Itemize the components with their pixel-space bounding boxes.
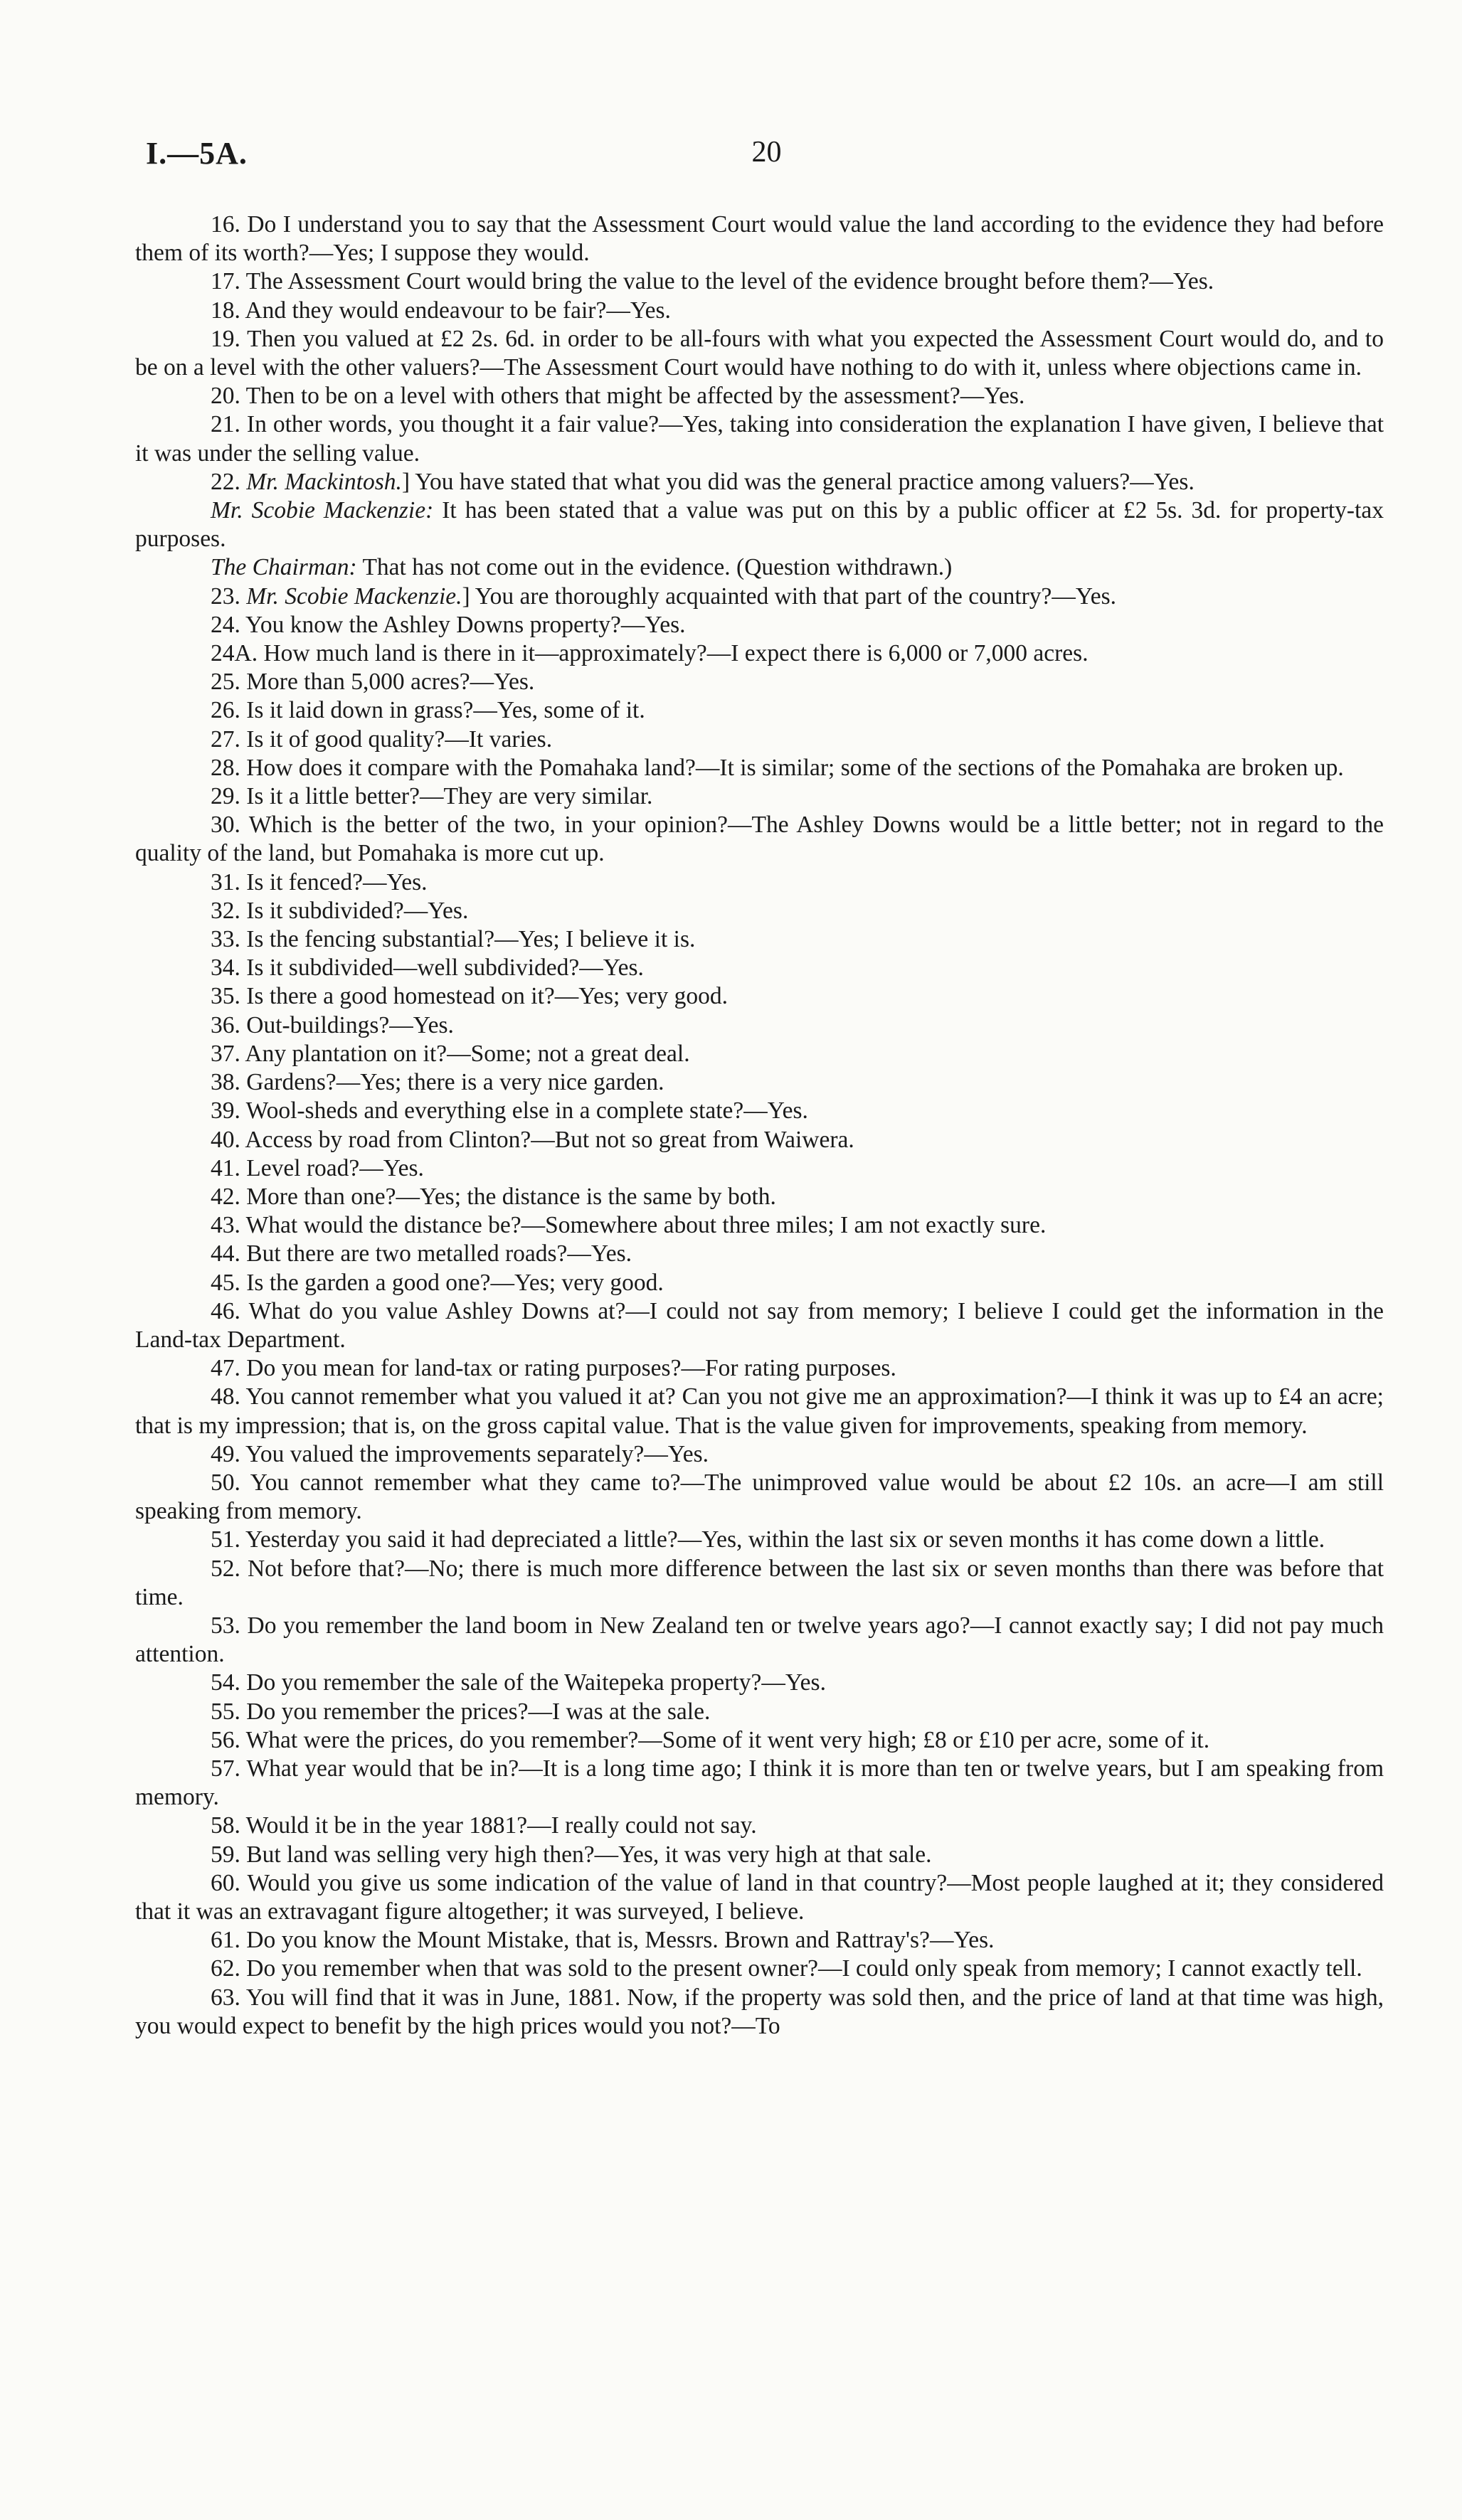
testimony-paragraph xyxy=(135,725,1384,754)
testimony-paragraph xyxy=(135,382,1384,410)
testimony-paragraph xyxy=(135,982,1384,1011)
paragraph-text: 51. Yesterday you said it had depreciated a little?—Yes, within the last six or seven months it has come down a little. xyxy=(211,1526,1325,1553)
testimony-paragraph xyxy=(135,897,1384,925)
document-reference: I.—5A. xyxy=(146,136,248,171)
paragraph-text: 34. Is it subdivided—well subdivided?—Yes. xyxy=(211,955,644,982)
testimony-paragraph xyxy=(135,1726,1384,1755)
paragraph-text: 32. Is it subdivided?—Yes. xyxy=(211,897,469,924)
paragraph-text: 18. And they would endeavour to be fair?—Yes. xyxy=(211,297,671,324)
paragraph-text: 54. Do you remember the sale of the Waitepeka property?—Yes. xyxy=(211,1669,826,1696)
testimony-paragraph xyxy=(135,1984,1384,2041)
paragraph-text: It has been stated that a value was put on this by a public officer at £2 5s. 3d. for property-tax purposes. xyxy=(135,497,1384,553)
paragraph-text: 20. Then to be on a level with others that might be affected by the assessment?—Yes. xyxy=(211,383,1025,410)
paragraph-text: 37. Any plantation on it?—Some; not a great deal. xyxy=(211,1040,690,1067)
page-header xyxy=(146,135,1387,178)
testimony-paragraph xyxy=(135,1812,1384,1840)
testimony-paragraph xyxy=(135,1240,1384,1268)
paragraph-text: 21. In other words, you thought it a fair value?—Yes, taking into consideration the explanation I have given, I believe that it was under the selling value. xyxy=(135,411,1384,467)
testimony-paragraph xyxy=(135,1698,1384,1726)
testimony-paragraph xyxy=(135,583,1384,611)
paragraph-text: 62. Do you remember when that was sold to the present owner?—I could only speak from memory; I cannot exactly tell. xyxy=(211,1955,1362,1982)
paragraph-text: 63. You will find that it was in June, 1881. Now, if the property was sold then, and the price of land at that time was high, you would expect to benefit by the high prices would you not?—To xyxy=(135,1984,1384,2039)
paragraph-text: 59. But land was selling very high then?—Yes, it was very high at that sale. xyxy=(211,1841,932,1868)
paragraph-text: 25. More than 5,000 acres?—Yes. xyxy=(211,669,535,696)
testimony-paragraph xyxy=(135,754,1384,782)
paragraph-text: 48. You cannot remember what you valued it at? Can you not give me an approximation?—I think it was up to £4 an acre; that is my impression; that is, on the gross capital value. That is the value given for improvements, speaking from memory. xyxy=(135,1383,1384,1439)
testimony-paragraph xyxy=(135,1526,1384,1554)
paragraph-text: 31. Is it fenced?—Yes. xyxy=(211,868,428,895)
paragraph-text: 44. But there are two metalled roads?—Yes. xyxy=(211,1240,632,1267)
testimony-paragraph xyxy=(135,325,1384,382)
testimony-paragraph xyxy=(135,1183,1384,1211)
testimony-paragraph xyxy=(135,211,1384,267)
testimony-paragraph xyxy=(135,868,1384,897)
paragraph-text: 16. Do I understand you to say that the Assessment Court would value the land according to the evidence they had before them of its worth?—Yes; I suppose they would. xyxy=(135,211,1384,267)
speaker-name: Mr. Mackintosh. xyxy=(246,468,402,495)
testimony-paragraph xyxy=(135,1669,1384,1697)
testimony-paragraph xyxy=(135,1612,1384,1669)
paragraph-text: 56. What were the prices, do you remember?—Some of it went very high; £8 or £10 per acre, some of it. xyxy=(211,1726,1210,1753)
speaker-name: Mr. Scobie Mackenzie. xyxy=(246,583,462,610)
paragraph-text: 19. Then you valued at £2 2s. 6d. in order to be all-fours with what you expected the Assessment Court would do, and to be on a level with the other valuers?—The Assessment Court would have nothing to do with it, unless where objections came in. xyxy=(135,325,1384,381)
paragraph-text: 28. How does it compare with the Pomahaka land?—It is similar; some of the sections of the Pomahaka are broken up. xyxy=(211,754,1344,781)
testimony-paragraph xyxy=(135,1440,1384,1469)
page-body xyxy=(135,211,1384,2041)
paragraph-text: 45. Is the garden a good one?—Yes; very good. xyxy=(211,1269,664,1296)
paragraph-text: 41. Level road?—Yes. xyxy=(211,1154,424,1181)
question-number: 22. xyxy=(211,468,247,495)
testimony-paragraph xyxy=(135,1926,1384,1955)
paragraph-text: 52. Not before that?—No; there is much more difference between the last six or seven months than there was before that time. xyxy=(135,1555,1384,1610)
paragraph-text: 33. Is the fencing substantial?—Yes; I believe it is. xyxy=(211,926,696,953)
testimony-paragraph xyxy=(135,811,1384,868)
paragraph-text: 26. Is it laid down in grass?—Yes, some of it. xyxy=(211,697,645,724)
testimony-paragraph xyxy=(135,1011,1384,1040)
paragraph-text: 24. You know the Ashley Downs property?—Yes. xyxy=(211,611,686,638)
testimony-paragraph xyxy=(135,1755,1384,1812)
paragraph-text: 27. Is it of good quality?—It varies. xyxy=(211,725,553,753)
testimony-paragraph xyxy=(135,668,1384,696)
paragraph-text: 58. Would it be in the year 1881?—I really could not say. xyxy=(211,1812,757,1839)
paragraph-text: 24A. How much land is there in it—approximately?—I expect there is 6,000 or 7,000 acres. xyxy=(211,640,1088,667)
speaker-name: Mr. Scobie Mackenzie: xyxy=(211,497,434,524)
testimony-paragraph xyxy=(135,1841,1384,1869)
paragraph-text: 47. Do you mean for land-tax or rating purposes?—For rating purposes. xyxy=(211,1355,896,1382)
paragraph-text: 55. Do you remember the prices?—I was at the sale. xyxy=(211,1698,711,1725)
paragraph-text: 29. Is it a little better?—They are very similar. xyxy=(211,783,653,810)
paragraph-text: 36. Out-buildings?—Yes. xyxy=(211,1011,454,1038)
testimony-paragraph xyxy=(135,925,1384,954)
testimony-paragraph xyxy=(135,1383,1384,1440)
paragraph-text: 46. What do you value Ashley Downs at?—I could not say from memory; I believe I could get the information in the Land-tax Department. xyxy=(135,1297,1384,1353)
testimony-paragraph xyxy=(135,954,1384,982)
testimony-paragraph xyxy=(135,1154,1384,1183)
testimony-paragraph xyxy=(135,1469,1384,1526)
testimony-paragraph xyxy=(135,468,1384,496)
paragraph-text: 43. What would the distance be?—Somewhere about three miles; I am not exactly sure. xyxy=(211,1212,1047,1239)
page-number: 20 xyxy=(751,136,782,169)
testimony-paragraph xyxy=(135,1955,1384,1983)
paragraph-text: 61. Do you know the Mount Mistake, that is, Messrs. Brown and Rattray's?—Yes. xyxy=(211,1927,995,1954)
testimony-paragraph xyxy=(135,696,1384,725)
question-number: 23. xyxy=(211,583,247,610)
testimony-paragraph xyxy=(135,1068,1384,1097)
testimony-paragraph xyxy=(135,611,1384,639)
testimony-paragraph xyxy=(135,1126,1384,1154)
paragraph-text: 60. Would you give us some indication of the value of land in that country?—Most people laughed at it; they considered that it was an extravagant figure altogether; it was surveyed, I believe. xyxy=(135,1869,1384,1925)
testimony-paragraph xyxy=(135,782,1384,811)
testimony-paragraph xyxy=(135,496,1384,553)
paragraph-text: 49. You valued the improvements separately?—Yes. xyxy=(211,1440,709,1467)
paragraph-text: ] You have stated that what you did was the general practice among valuers?—Yes. xyxy=(401,468,1195,495)
paragraph-text: 38. Gardens?—Yes; there is a very nice garden. xyxy=(211,1069,664,1096)
paragraph-text: 40. Access by road from Clinton?—But not so great from Waiwera. xyxy=(211,1126,854,1153)
testimony-paragraph xyxy=(135,410,1384,467)
paragraph-text: 42. More than one?—Yes; the distance is the same by both. xyxy=(211,1183,776,1210)
paragraph-text: ] You are thoroughly acquainted with that part of the country?—Yes. xyxy=(462,583,1117,610)
testimony-paragraph xyxy=(135,1097,1384,1125)
testimony-paragraph xyxy=(135,1297,1384,1354)
testimony-paragraph xyxy=(135,1555,1384,1612)
paragraph-text: 30. Which is the better of the two, in your opinion?—The Ashley Downs would be a little better; not in regard to the quality of the land, but Pomahaka is more cut up. xyxy=(135,812,1384,867)
testimony-paragraph xyxy=(135,1040,1384,1068)
testimony-paragraph xyxy=(135,639,1384,668)
testimony-paragraph xyxy=(135,267,1384,296)
testimony-paragraph xyxy=(135,1869,1384,1926)
testimony-paragraph xyxy=(135,553,1384,582)
testimony-paragraph xyxy=(135,1211,1384,1240)
paragraph-text: 17. The Assessment Court would bring the value to the level of the evidence brought before them?—Yes. xyxy=(211,268,1214,295)
paragraph-text: 35. Is there a good homestead on it?—Yes; very good. xyxy=(211,983,728,1010)
paragraph-text: 53. Do you remember the land boom in New Zealand ten or twelve years ago?—I cannot exactly say; I did not pay much attention. xyxy=(135,1612,1384,1668)
paragraph-text: 39. Wool-sheds and everything else in a complete state?—Yes. xyxy=(211,1097,808,1125)
paragraph-text: That has not come out in the evidence. (Question withdrawn.) xyxy=(356,554,953,581)
speaker-name: The Chairman: xyxy=(211,554,357,581)
testimony-paragraph xyxy=(135,1354,1384,1383)
paragraph-text: 50. You cannot remember what they came to?—The unimproved value would be about £2 10s. an acre—I am still speaking from memory. xyxy=(135,1469,1384,1525)
testimony-paragraph xyxy=(135,1269,1384,1297)
testimony-paragraph xyxy=(135,297,1384,325)
paragraph-text: 57. What year would that be in?—It is a long time ago; I think it is more than ten or twelve years, but I am speaking from memory. xyxy=(135,1755,1384,1811)
